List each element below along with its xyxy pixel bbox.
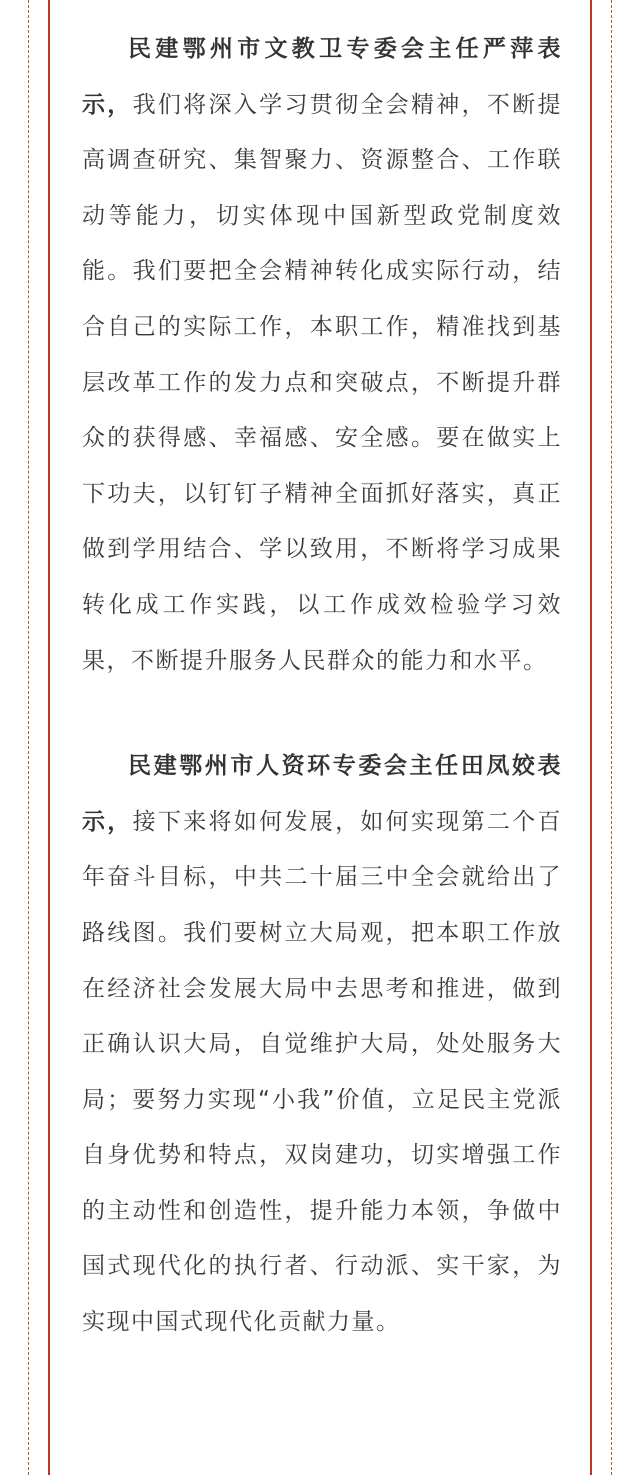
paragraph-text: 接下来将如何发展，如何实现第二个百年奋斗目标，中共二十届三中全会就给出了路线图。我们要树立大局观，把本职工作放在经济社会发展大局中去思考和推进，做到正确认识大局，自觉维护大局，处处服务大局；要努力实现“小我”价值，立足民主党派自身优势和特点，双岗建功，切实增强工作的主动性和创造性，提升能力本领，争做中国式现代化的执行者、行动派、实干家，为实现中国式现代化贡献力量。: [82, 808, 563, 1336]
right-dashed-border: [611, 0, 612, 1475]
speaker-intro: 民建鄂州市文教卫专委会主任严萍表示，: [82, 36, 562, 118]
paragraph-tian-fengjiao: [82, 739, 562, 1351]
article-body: [82, 22, 562, 1351]
paragraph-yan-ping: [82, 22, 562, 689]
paragraph-text: 我们将深入学习贯彻全会精神，不断提高调查研究、集智聚力、资源整合、工作联动等能力，切实体现中国新型政党制度效能。我们要把全会精神转化成实际行动，结合自己的实际工作，本职工作，精准找到基层改革工作的发力点和突破点，不断提升群众的获得感、幸福感、安全感。要在做实上下功夫，以钉钉子精神全面抓好落实，真正做到学用结合、学以致用，不断将学习成果转化成工作实践，以工作成效检验学习效果，不断提升服务人民群众的能力和水平。: [82, 91, 563, 674]
speaker-intro: 民建鄂州市人资环专委会主任田凤姣表示，: [82, 753, 562, 835]
right-red-border: [590, 0, 592, 1475]
left-red-border: [48, 0, 50, 1475]
left-dashed-border: [28, 0, 29, 1475]
